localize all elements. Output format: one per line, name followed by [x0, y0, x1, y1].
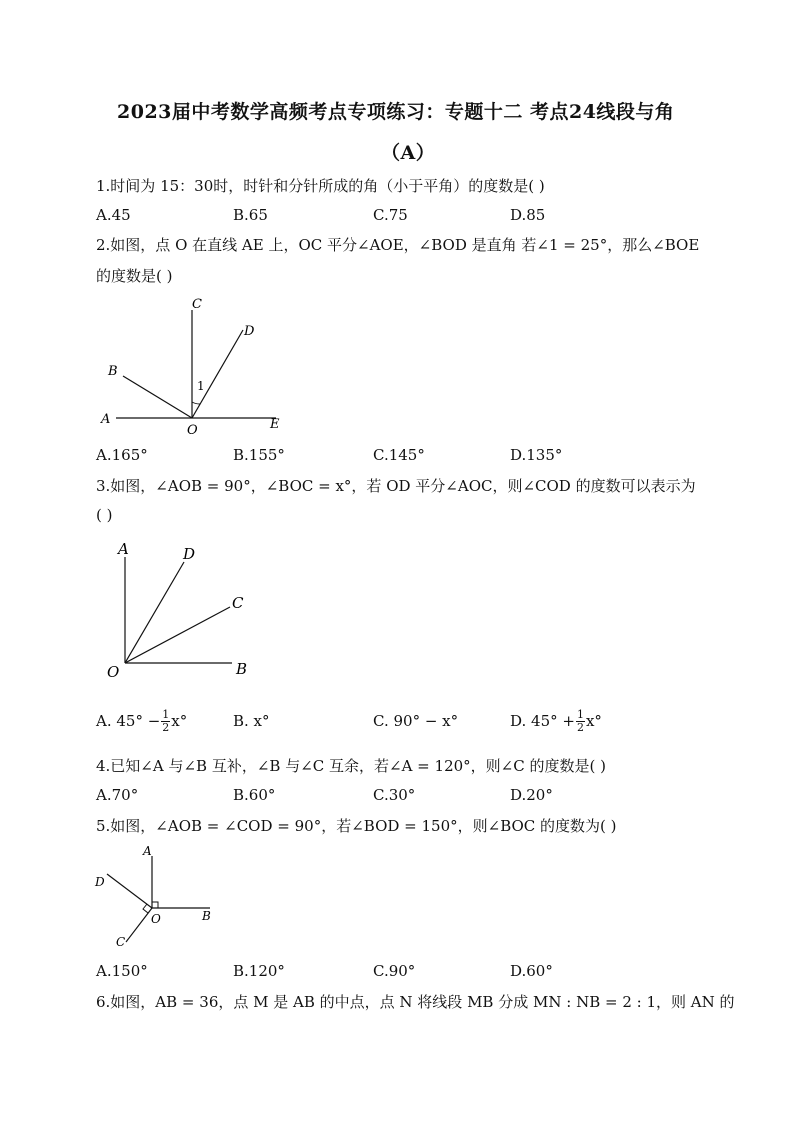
question-1-stem: 1.时间为 15：30时，时针和分针所成的角（小于平角）的度数是( ): [96, 177, 545, 195]
q5-label-c: C: [116, 935, 126, 949]
q3-option-b: B. x°: [233, 712, 270, 730]
q5-option-a: A.150°: [96, 962, 148, 980]
q3-option-d: [510, 704, 602, 738]
q3-option-c: C. 90° − x°: [373, 712, 459, 730]
q5-figure: [90, 838, 220, 956]
q2-label-d: D: [244, 324, 255, 339]
q4-option-a: A.70°: [96, 786, 139, 804]
q2-label-b: B: [108, 364, 118, 379]
q3-option-a: [96, 704, 187, 738]
q3-option-a-post: x°: [171, 712, 188, 730]
q5-option-b: B.120°: [233, 962, 285, 980]
question-2-stem-cont: 的度数是( ): [96, 267, 173, 285]
q3-option-d-post: x°: [585, 712, 602, 730]
q3-label-d: D: [183, 545, 196, 563]
question-4-stem: 4.已知∠A 与∠B 互补，∠B 与∠C 互余，若∠A = 120°，则∠C 的度数是( ): [96, 757, 606, 775]
q2-option-c: C.145°: [373, 446, 425, 464]
q4-option-c: C.30°: [373, 786, 416, 804]
page-title-sub: （A）: [381, 142, 436, 164]
q5-ray-oc: [126, 908, 152, 942]
q3-option-d-numerator: 1: [576, 707, 584, 721]
q2-angle-arc: [192, 402, 200, 404]
q1-option-c: C.75: [373, 206, 408, 224]
q4-option-d: D.20°: [510, 786, 553, 804]
q5-label-a: A: [143, 844, 152, 858]
question-2-stem: 2.如图，点 O 在直线 AE 上，OC 平分∠AOE，∠BOD 是直角 若∠1 = 25°，那么∠BOE: [96, 236, 700, 254]
q5-label-b: B: [202, 909, 211, 923]
q3-option-a-numerator: 1: [162, 707, 170, 721]
q2-option-a: A.165°: [96, 446, 148, 464]
q5-label-d: D: [95, 875, 105, 889]
q2-label-a: A: [101, 412, 111, 427]
q3-label-b: B: [236, 660, 248, 678]
q2-label-e: E: [270, 417, 280, 432]
q1-option-d: D.85: [510, 206, 546, 224]
q1-option-b: B.65: [233, 206, 268, 224]
q3-figure: [100, 535, 270, 685]
q2-label-o: O: [187, 423, 198, 438]
q1-option-a: A.45: [96, 206, 131, 224]
q3-option-d-pre: D. 45° +: [510, 712, 575, 730]
q2-ray-od: [192, 330, 243, 418]
question-5-stem: 5.如图，∠AOB = ∠COD = 90°，若∠BOD = 150°，则∠BOC 的度数为( ): [96, 817, 617, 835]
page-title: 2023届中考数学高频考点专项练习：专题十二 考点24线段与角: [117, 101, 675, 123]
question-3-stem-cont: ( ): [96, 506, 113, 524]
q5-label-o: O: [151, 912, 161, 926]
q3-label-a: A: [118, 540, 129, 558]
q3-option-d-denominator: 2: [576, 720, 584, 734]
question-3-stem: 3.如图，∠AOB = 90°，∠BOC = x°，若 OD 平分∠AOC，则∠COD 的度数可以表示为: [96, 477, 696, 495]
q3-option-d-fraction: [576, 709, 585, 734]
q5-right-angle-mark-aob: [152, 902, 158, 908]
q2-option-b: B.155°: [233, 446, 285, 464]
q5-option-d: D.60°: [510, 962, 553, 980]
q2-label-c: C: [192, 297, 202, 312]
q3-label-c: C: [232, 594, 244, 612]
q2-label-angle-1: 1: [197, 379, 205, 393]
q5-ray-od: [107, 874, 152, 908]
q2-ray-ob: [123, 376, 192, 418]
question-6-stem: 6.如图，AB = 36，点 M 是 AB 的中点，点 N 将线段 MB 分成 MN : NB = 2 : 1，则 AN 的: [96, 993, 735, 1011]
q2-figure: [96, 290, 296, 440]
q5-right-angle-mark-cod: [143, 904, 148, 913]
q2-option-d: D.135°: [510, 446, 563, 464]
q4-option-b: B.60°: [233, 786, 276, 804]
q3-label-o: O: [107, 663, 120, 681]
q5-option-c: C.90°: [373, 962, 416, 980]
q3-option-a-pre: A. 45° −: [96, 712, 161, 730]
q3-option-a-denominator: 2: [162, 720, 170, 734]
q3-option-a-fraction: [161, 709, 170, 734]
